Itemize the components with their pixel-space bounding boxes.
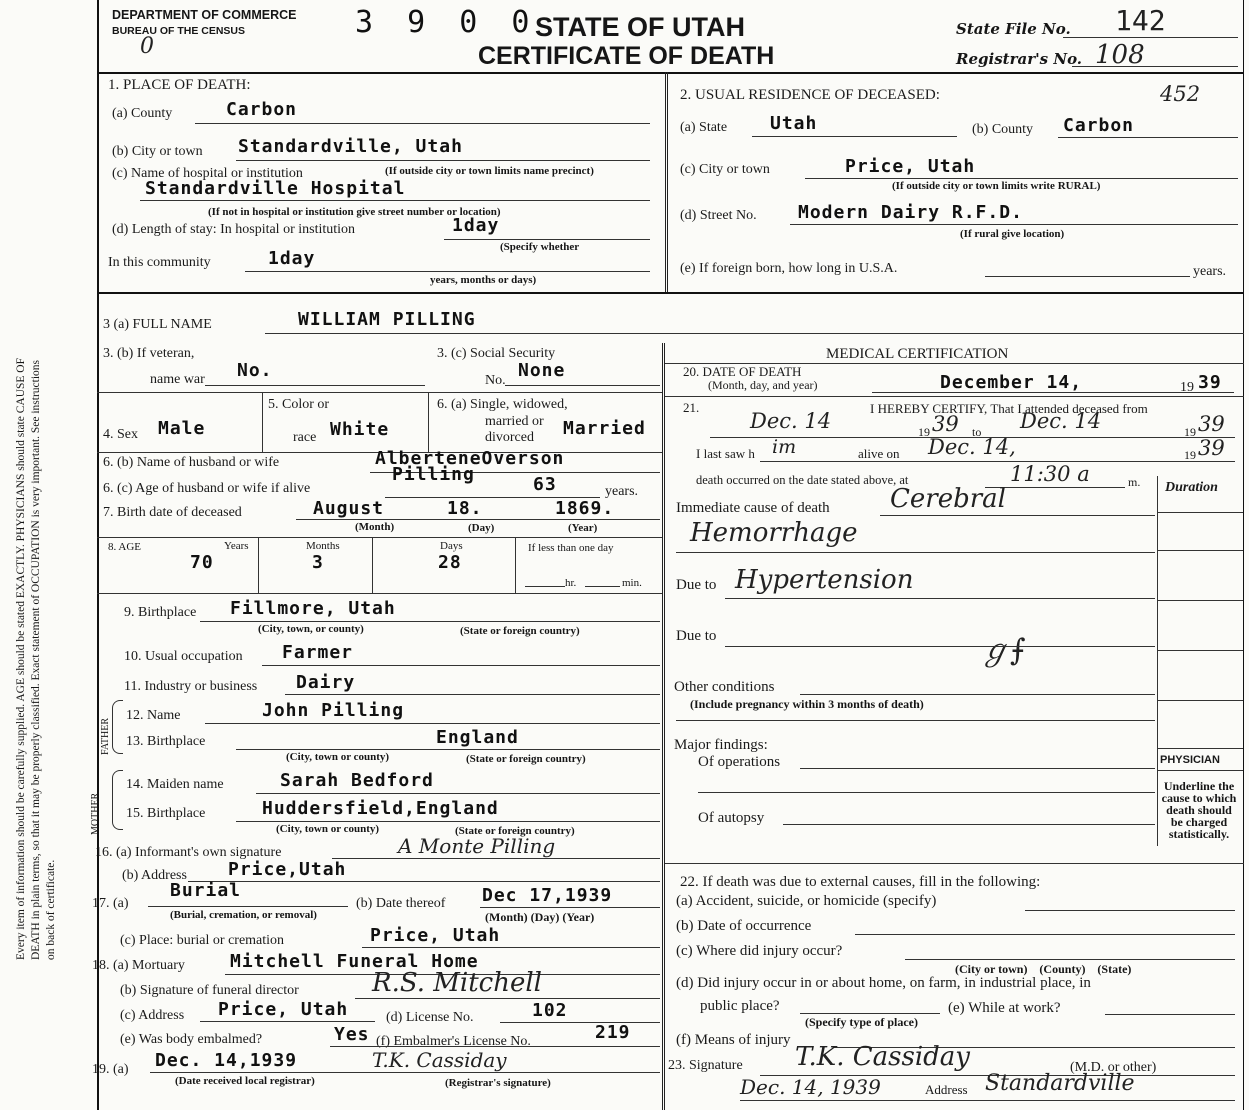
mother-name-label: 14. Maiden name — [126, 777, 224, 792]
license-line — [500, 1022, 660, 1023]
mother-brace — [112, 770, 123, 830]
sex: Male — [158, 418, 206, 439]
header-divider — [97, 72, 1244, 74]
medical-column-divider — [662, 343, 665, 1110]
marital-label-3: divorced — [485, 430, 534, 445]
external-c-note: (City or town) (County) (State) — [955, 962, 1132, 976]
external-a-label: (a) Accident, suicide, or homicide (specify) — [676, 893, 937, 909]
row-divider-sex — [97, 392, 662, 393]
hospital-line — [140, 200, 650, 201]
father-name: John Pilling — [262, 700, 405, 721]
immediate-label: Immediate cause of death — [676, 500, 830, 516]
license: 102 — [532, 1000, 568, 1021]
duration-line-5 — [1157, 700, 1243, 701]
dod-line — [872, 392, 1234, 393]
attended-from: Dec. 14 — [750, 409, 832, 433]
disposal-method: Burial — [170, 880, 242, 901]
spouse-label: 6. (b) Name of husband or wife — [103, 455, 280, 470]
industry-label: 11. Industry or business — [124, 679, 258, 694]
age-less-label: If less than one day — [528, 542, 614, 554]
birth-day: 18. — [447, 498, 483, 519]
external-d-note: (Specify type of place) — [805, 1015, 918, 1029]
mother-name: Sarah Bedford — [280, 770, 434, 791]
mortuary-address-label: (c) Address — [120, 1008, 185, 1023]
dod-label: 20. DATE OF DEATH — [683, 364, 802, 379]
immediate-line-1 — [880, 515, 1155, 516]
veteran-label: 3. (b) If veteran, — [103, 346, 195, 361]
death-city-line — [236, 160, 650, 161]
res-street-label: (d) Street No. — [680, 208, 757, 223]
mother-name-line — [256, 793, 660, 794]
residence-heading: 2. USUAL RESIDENCE OF DECEASED: — [680, 87, 940, 103]
disposal-date-line — [480, 907, 660, 908]
res-county: Carbon — [1063, 115, 1135, 136]
last-saw-label: I last saw h — [696, 446, 755, 461]
registrar-sig-note: (Registrar's signature) — [445, 1077, 551, 1089]
mother-state-note: (State or foreign country) — [455, 825, 575, 837]
duration-divider — [1157, 476, 1158, 846]
embalmer-line — [330, 1046, 660, 1047]
external-c-line — [905, 959, 1235, 960]
dept-label: DEPARTMENT OF COMMERCE — [112, 8, 297, 22]
external-heading: 22. If death was due to external causes, fill in the following: — [680, 874, 1041, 890]
age-years: 70 — [190, 552, 214, 573]
death-county-line — [195, 123, 650, 124]
top-column-divider — [665, 72, 668, 292]
res-street: Modern Dairy R.F.D. — [798, 202, 1023, 223]
director-signature: R.S. Mitchell — [372, 968, 542, 998]
father-city-note: (City, town or county) — [286, 751, 390, 763]
state-file-label: State File No. — [956, 20, 1071, 38]
father-birth: England — [436, 727, 519, 748]
from-year-prefix: 19 — [918, 425, 930, 439]
to-year-prefix: 19 — [1184, 425, 1196, 439]
informant-address: Price,Utah — [228, 859, 347, 880]
birthplace-line — [200, 621, 660, 622]
birth-year-note: (Year) — [568, 522, 598, 534]
director-label: (b) Signature of funeral director — [120, 983, 299, 998]
duration-line-3 — [1157, 600, 1243, 601]
informant-sig-label: 16. (a) Informant's own signature — [95, 845, 282, 860]
death-city-label: (b) City or town — [112, 144, 203, 159]
res-city-label: (c) City or town — [680, 162, 770, 177]
burial-place: Price, Utah — [370, 925, 501, 946]
mother-city-note: (City, town or county) — [276, 823, 380, 835]
age-days: 28 — [438, 552, 462, 573]
birth-day-note: (Day) — [468, 522, 495, 534]
death-county-label: (a) County — [112, 106, 173, 121]
disposal-line — [148, 906, 348, 907]
last-saw-line — [760, 461, 1235, 462]
stamp-number: 3 9 0 0 — [355, 5, 538, 40]
md-label: (M.D. or other) — [1070, 1060, 1157, 1075]
foreign-born-label: (e) If foreign born, how long in U.S.A. — [680, 261, 898, 276]
age-div-2 — [372, 537, 373, 593]
form-right-border — [1243, 0, 1244, 1110]
signature-label: 23. Signature — [668, 1058, 743, 1073]
marital-label-1: 6. (a) Single, widowed, — [437, 397, 568, 412]
sex-race-divider — [262, 392, 263, 452]
signature-bottom-line — [740, 1100, 1235, 1101]
min-label: min. — [622, 577, 642, 589]
place-of-death-heading: 1. PLACE OF DEATH: — [108, 77, 251, 93]
disposal-date-label: (b) Date thereof — [356, 896, 446, 911]
occupation: Farmer — [282, 642, 354, 663]
ss-line — [505, 385, 660, 386]
mother-birth-label: 15. Birthplace — [126, 806, 206, 821]
stay-community: 1day — [268, 248, 316, 269]
underline-note: Underline the cause to which death should be charged statistically. — [1161, 779, 1237, 841]
ss-no-label: No. — [485, 373, 506, 388]
license-label: (d) License No. — [386, 1010, 474, 1025]
to-year: 39 — [1198, 412, 1225, 436]
due-to-label-1: Due to — [676, 577, 717, 593]
father-name-line — [205, 723, 660, 724]
full-name: WILLIAM PILLING — [298, 309, 476, 330]
ss-label: 3. (c) Social Security — [437, 346, 556, 361]
state-file-line — [1063, 37, 1238, 38]
alive-on-label: alive on — [858, 446, 900, 461]
external-e-label: (e) While at work? — [948, 1000, 1061, 1016]
father-birth-label: 13. Birthplace — [126, 734, 206, 749]
external-d-line — [800, 1013, 940, 1014]
bureau-label: BUREAU OF THE CENSUS — [112, 25, 246, 37]
immediate-cause-2: Hemorrhage — [690, 518, 858, 548]
due-to-line-2 — [725, 646, 1155, 647]
operations-line — [800, 768, 1155, 769]
duration-line-6 — [1157, 748, 1243, 749]
race-label: race — [293, 430, 317, 445]
race-marital-divider — [428, 392, 429, 452]
disposal-note: (Burial, cremation, or removal) — [170, 909, 317, 921]
duration-line-4 — [1157, 650, 1243, 651]
other-line — [800, 694, 1155, 695]
spouse-years-label: years. — [605, 484, 639, 499]
veteran: No. — [237, 360, 273, 381]
side-line-1: Every item of information should be carefully supplied. AGE should be stated EXACTLY. PHYSICIANS should state CAUSE OF — [15, 357, 27, 960]
duration-line-1 — [1157, 512, 1243, 513]
ymd-note: years, months or days) — [430, 274, 537, 286]
hospital-label: (c) Name of hospital or institution — [112, 166, 303, 181]
birthplace-label: 9. Birthplace — [124, 605, 197, 620]
spouse-last: Pilling — [392, 464, 475, 485]
side-line-3: on back of certificate. — [45, 859, 57, 960]
stay-label: (d) Length of stay: In hospital or institution — [112, 222, 356, 237]
spouse-age: 63 — [533, 474, 557, 495]
sex-label: 4. Sex — [103, 427, 138, 442]
specify-note: (Specify whether — [500, 241, 580, 253]
res-county-line — [1058, 137, 1238, 138]
informant-address-line — [188, 881, 660, 882]
hospital-name: Standardville Hospital — [145, 178, 406, 199]
race: White — [330, 419, 390, 440]
physician-line — [1157, 770, 1243, 771]
external-c-label: (c) Where did injury occur? — [676, 943, 843, 959]
burial-place-line — [362, 947, 660, 948]
spouse-first: AlberteneOverson — [375, 448, 565, 469]
foreign-born-years: years. — [1193, 264, 1227, 279]
registrar-line — [150, 1072, 660, 1073]
side-line-2: DEATH in plain terms, so that it may be properly classified. Exact statement of OCCUPATION is very important. See instructions — [30, 359, 42, 960]
row-divider-age — [97, 537, 662, 538]
death-time: 11:30 a — [1010, 462, 1090, 486]
from-year: 39 — [932, 412, 959, 436]
birthplace-city-note: (City, town, or county) — [258, 623, 364, 635]
full-name-label: 3 (a) FULL NAME — [103, 317, 212, 332]
registrar-signature: T.K. Cassiday — [372, 1048, 507, 1072]
res-city: Price, Utah — [845, 156, 976, 177]
birth-label: 7. Birth date of deceased — [103, 505, 242, 520]
disposal-label: 17. (a) — [92, 896, 129, 911]
alive-on: Dec. 14, — [928, 435, 1016, 459]
name-war-label: name war — [150, 372, 205, 387]
occurred-label: death occurred on the date stated above, at — [696, 473, 909, 487]
birth-month-note: (Month) — [355, 521, 395, 533]
stay-hospital: 1day — [452, 215, 500, 236]
immediate-cause-1: Cerebral — [890, 484, 1006, 514]
state-of-utah: STATE OF UTAH — [535, 12, 745, 42]
disposal-date: Dec 17,1939 — [482, 885, 613, 906]
veteran-line — [205, 385, 425, 386]
attended-to: Dec. 14 — [1020, 409, 1102, 433]
alive-year-prefix: 19 — [1184, 448, 1196, 462]
age-years-label: Years — [224, 540, 249, 552]
autopsy-line — [783, 824, 1155, 825]
birthplace: Fillmore, Utah — [230, 598, 396, 619]
age-months-label: Months — [306, 540, 340, 552]
operations-line-2 — [698, 792, 1155, 793]
due-to-line-1 — [725, 598, 1155, 599]
res-state: Utah — [770, 113, 818, 134]
due-to-label-2: Due to — [676, 628, 717, 644]
father-state-note: (State or foreign country) — [466, 753, 586, 765]
age-months: 3 — [312, 552, 324, 573]
side-instructions — [14, 60, 59, 960]
marital-label-2: married or — [485, 414, 544, 429]
certificate-title: CERTIFICATE OF DEATH — [478, 42, 775, 70]
ss: None — [518, 360, 566, 381]
father-brace — [112, 700, 123, 754]
physician-signature: T.K. Cassiday — [795, 1042, 970, 1072]
last-saw: im — [772, 436, 797, 458]
res-county-label: (b) County — [972, 122, 1034, 137]
other-note: (Include pregnancy within 3 months of death) — [690, 697, 924, 711]
registrar-date-note: (Date received local registrar) — [175, 1075, 315, 1087]
foreign-born-line — [985, 276, 1190, 277]
alive-year: 39 — [1198, 436, 1225, 460]
cert-number: 21. — [683, 400, 700, 415]
medical-row-divider — [665, 396, 1244, 397]
embalmer-license: 219 — [595, 1022, 631, 1043]
medical-external-divider — [665, 863, 1244, 864]
medical-heading: MEDICAL CERTIFICATION — [826, 346, 1009, 362]
res-street-note: (If rural give location) — [960, 228, 1065, 240]
color-label: 5. Color or — [268, 397, 330, 412]
major-label: Major findings: — [674, 737, 768, 753]
mortuary-name: Mitchell Funeral Home — [230, 951, 479, 972]
form-left-border — [97, 0, 99, 1110]
age-days-label: Days — [440, 540, 463, 552]
age-label: 8. AGE — [108, 541, 141, 553]
dod-note: (Month, day, and year) — [708, 378, 818, 392]
mother-birth-line — [236, 821, 660, 822]
dod-year: 39 — [1198, 372, 1222, 393]
marital: Married — [563, 418, 646, 439]
certify-text: I HEREBY CERTIFY, That I attended deceased from — [870, 401, 1148, 416]
father-side-label: FATHER — [100, 717, 111, 755]
hospital-note: (If outside city or town limits name precinct) — [385, 165, 594, 177]
external-b-label: (b) Date of occurrence — [676, 918, 812, 934]
community-label: In this community — [108, 255, 211, 270]
mother-birth: Huddersfield,England — [262, 798, 499, 819]
autopsy-label: Of autopsy — [698, 810, 765, 826]
spouse-age-label: 6. (c) Age of husband or wife if alive — [103, 481, 311, 496]
res-city-note: (If outside city or town limits write RURAL) — [892, 180, 1101, 192]
age-div-3 — [515, 537, 516, 593]
res-state-label: (a) State — [680, 120, 728, 135]
physician-label: PHYSICIAN — [1160, 754, 1220, 766]
father-name-label: 12. Name — [126, 708, 181, 723]
hr-label: hr. — [565, 577, 577, 589]
signature-address-label: Address — [925, 1082, 968, 1097]
mortuary-address-line — [200, 1021, 375, 1022]
duration-label: Duration — [1165, 480, 1218, 495]
birth-month: August — [313, 498, 385, 519]
section-divider — [97, 292, 1244, 294]
informant-sig-line — [332, 858, 660, 859]
registrar-date: Dec. 14,1939 — [155, 1050, 298, 1071]
birthplace-state-note: (State or foreign country) — [460, 625, 580, 637]
res-street-line — [790, 224, 1238, 225]
operations-label: Of operations — [698, 754, 781, 770]
mortuary-label: 18. (a) Mortuary — [92, 958, 185, 973]
embalmer-label: (f) Embalmer's License No. — [376, 1034, 531, 1049]
dod: December 14, — [940, 372, 1083, 393]
signature-address: Standardville — [985, 1071, 1135, 1096]
other-label: Other conditions — [674, 679, 775, 695]
time-line — [985, 487, 1125, 488]
external-f-label: (f) Means of injury — [676, 1032, 791, 1048]
registrar-label: 19. (a) — [92, 1062, 129, 1077]
occupation-label: 10. Usual occupation — [124, 649, 243, 664]
death-county: Carbon — [226, 99, 298, 120]
external-d-label-2: public place? — [700, 998, 780, 1014]
birth-year: 1869. — [555, 498, 615, 519]
registrar-no-line — [1072, 66, 1238, 67]
hospital-note-2: (If not in hospital or institution give street number or location) — [208, 206, 501, 218]
industry-line — [285, 694, 660, 695]
initials-mark: ℊ⨍ — [980, 633, 1026, 668]
father-birth-line — [236, 749, 660, 750]
death-city: Standardville, Utah — [238, 136, 463, 157]
state-file-value: 142 — [1115, 4, 1166, 37]
embalmed: Yes — [334, 1024, 370, 1045]
stay-community-line — [245, 271, 650, 272]
res-state-line — [752, 136, 957, 137]
signature-date: Dec. 14, 1939 — [740, 1075, 881, 1099]
to-word: to — [972, 425, 982, 439]
occupation-line — [262, 665, 660, 666]
external-e-line — [1105, 1014, 1235, 1015]
min-line — [585, 586, 620, 587]
industry: Dairy — [296, 672, 356, 693]
burial-place-label: (c) Place: burial or cremation — [120, 933, 285, 948]
external-a-line — [1025, 910, 1235, 911]
director-line — [355, 998, 660, 999]
residence-code: 452 — [1160, 82, 1201, 106]
mortuary-address: Price, Utah — [218, 999, 349, 1020]
external-d-label: (d) Did injury occur in or about home, on farm, in industrial place, in — [676, 975, 1091, 991]
dod-year-prefix: 19 — [1180, 380, 1194, 395]
age-div-1 — [258, 537, 259, 593]
external-b-line — [855, 934, 1235, 935]
registrar-no-label: Registrar's No. — [956, 50, 1083, 68]
due-to-1: Hypertension — [735, 565, 914, 595]
row-divider-birthplace — [97, 593, 662, 594]
mother-side-label: MOTHER — [90, 792, 101, 835]
disposal-mdy: (Month) (Day) (Year) — [485, 910, 595, 924]
full-name-line — [265, 333, 1244, 334]
hr-line — [525, 586, 565, 587]
immediate-line-2 — [676, 552, 1155, 553]
handwritten-zero: 0 — [140, 34, 154, 59]
time-m-label: m. — [1128, 475, 1141, 489]
other-line-2 — [676, 720, 1155, 721]
informant-signature: A Monte Pilling — [398, 834, 556, 858]
duration-line-2 — [1157, 550, 1243, 551]
birth-line — [296, 519, 660, 520]
informant-address-label: (b) Address — [122, 868, 187, 883]
registrar-no-value: 108 — [1095, 40, 1145, 70]
embalmed-label: (e) Was body embalmed? — [120, 1032, 263, 1047]
stay-hospital-line — [444, 239, 650, 240]
res-city-line — [805, 178, 1238, 179]
